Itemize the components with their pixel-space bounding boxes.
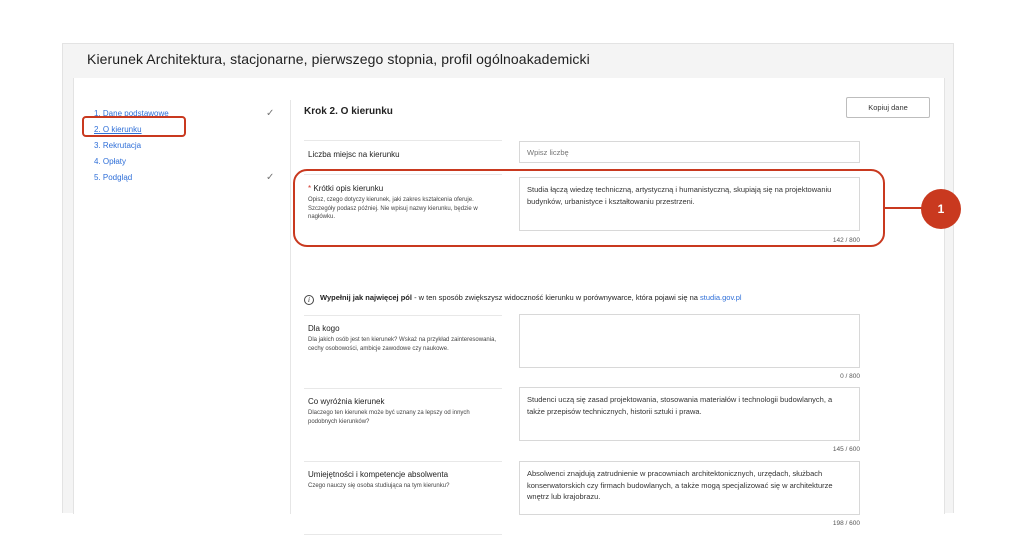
distinguishes-textarea[interactable]: Studenci uczą się zasad projektowania, stosowania materiałów i technologii budowlanych, a także przepisów technicznych, historii sztuki i prawa. — [519, 387, 860, 441]
info-message — [304, 293, 742, 305]
info-text: - w ten sposób zwiększysz widoczność kierunku w porównywarce, która pojawi się na — [411, 293, 701, 302]
for-whom-label: Dla kogo — [308, 324, 340, 333]
skills-hint: Czego nauczy się osoba studiująca na tym kierunku? — [308, 483, 450, 489]
row-divider — [304, 140, 502, 141]
row-divider — [304, 388, 502, 389]
for-whom-hint: Dla jakich osób jest ten kierunek? Wskaż na przykład zainteresowania, cechy osobowości, ambicje zawodowe czy naukowe. — [308, 337, 497, 352]
skills-label-group — [308, 470, 498, 491]
copy-data-button[interactable]: Kopiuj dane — [846, 97, 930, 118]
for-whom-label-group — [308, 324, 498, 353]
for-whom-counter: 0 / 800 — [840, 373, 860, 380]
sidebar-step-label: 5. Podgląd — [94, 173, 133, 182]
required-marker: * — [308, 184, 312, 193]
highlight-step-box — [82, 116, 186, 137]
distinguishes-label: Co wyróżnia kierunek — [308, 397, 385, 406]
row-divider — [304, 461, 502, 462]
info-icon: i — [304, 295, 314, 305]
skills-counter: 198 / 600 — [832, 520, 860, 527]
sidebar-step-recruitment[interactable] — [94, 138, 286, 154]
page-title: Kierunek Architektura, stacjonarne, pierwszego stopnia, profil ogólnoakademicki — [87, 51, 590, 67]
app-window — [62, 43, 954, 527]
form-panel — [73, 78, 945, 527]
short-description-textarea[interactable]: Studia łączą wiedzę techniczną, artystyczną i humanistyczną, skupiają się na projektowaniu budynków, urbanistyce i kształtowaniu przestrzeni. — [519, 177, 860, 231]
places-input[interactable] — [519, 141, 860, 163]
checkmark-icon: ✓ — [266, 108, 275, 119]
skills-label: Umiejętności i kompetencje absolwenta — [308, 470, 449, 479]
places-label-group — [308, 150, 498, 159]
callout-badge: 1 — [921, 189, 961, 229]
step-title: Krok 2. O kierunku — [304, 106, 393, 117]
studia-link[interactable]: studia.gov.pl — [700, 293, 742, 302]
checkmark-icon: ✓ — [266, 172, 275, 183]
vertical-divider — [290, 100, 291, 514]
distinguishes-label-group — [308, 397, 498, 426]
short-description-label: Krótki opis kierunku — [313, 184, 384, 193]
sidebar-step-label: 3. Rekrutacja — [94, 141, 142, 150]
sidebar-step-label: 2. O kierunku — [94, 125, 142, 134]
callout-line — [885, 207, 925, 209]
row-divider — [304, 315, 502, 316]
highlight-field-box — [293, 169, 885, 247]
info-bold-text: Wypełnij jak najwięcej pól — [320, 293, 412, 302]
distinguishes-counter: 145 / 600 — [832, 446, 860, 453]
for-whom-textarea[interactable] — [519, 314, 860, 368]
sidebar-step-label: 1. Dane podstawowe — [94, 109, 169, 118]
sidebar-step-label: 4. Opłaty — [94, 157, 127, 166]
sidebar-step-preview[interactable] — [94, 170, 286, 186]
skills-textarea[interactable]: Absolwenci znajdują zatrudnienie w pracowniach architektonicznych, urzędach, służbach konserwatorskich czy firmach budowlanych, a także mogą specjalizować się w architekturze wnętrz lub krajobrazu. — [519, 461, 860, 515]
distinguishes-hint: Dlaczego ten kierunek może być uznany za lepszy od innych podobnych kierunków? — [308, 410, 470, 425]
places-label: Liczba miejsc na kierunku — [308, 150, 400, 159]
short-description-counter: 142 / 800 — [832, 237, 860, 244]
row-divider — [304, 534, 502, 535]
sidebar-step-fees[interactable] — [94, 154, 286, 170]
short-description-hint: Opisz, czego dotyczy kierunek, jaki zakres kształcenia oferuje. Szczegóły podasz później. Nie wpisuj nazwy kierunku, będzie w nagłówku. — [308, 197, 478, 220]
